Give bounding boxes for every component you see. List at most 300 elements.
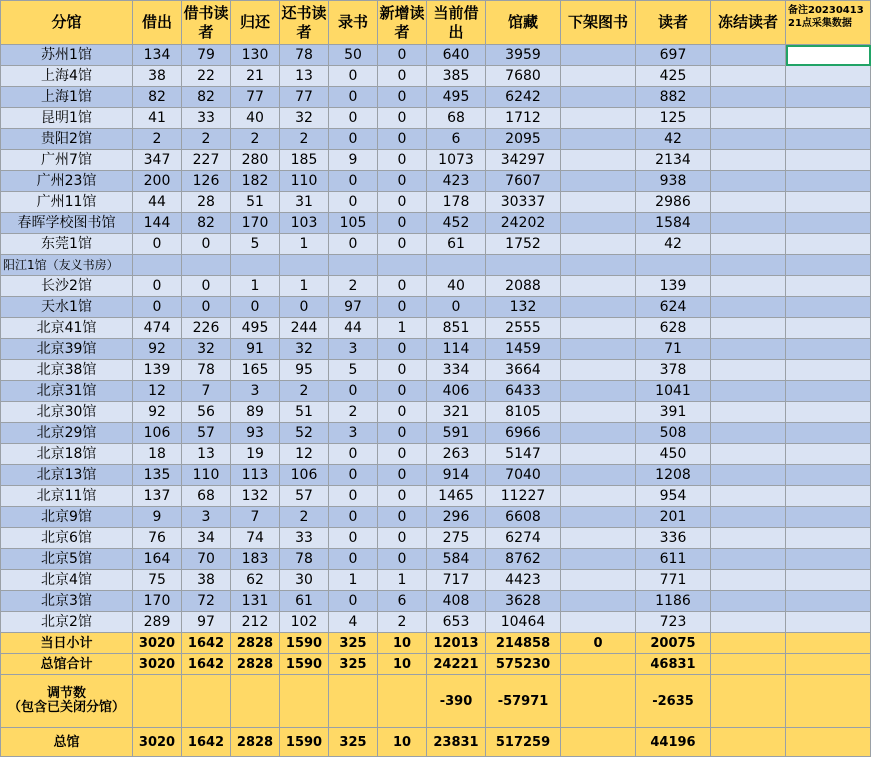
data-cell[interactable]: 139 bbox=[636, 276, 711, 297]
data-cell[interactable]: 2 bbox=[280, 507, 329, 528]
data-cell[interactable]: 51 bbox=[231, 192, 280, 213]
data-cell[interactable]: 92 bbox=[133, 402, 182, 423]
data-cell[interactable]: 914 bbox=[427, 465, 486, 486]
data-cell[interactable] bbox=[711, 108, 786, 129]
empty-cell[interactable] bbox=[786, 507, 871, 528]
data-cell[interactable]: 0 bbox=[378, 444, 427, 465]
data-cell[interactable]: 1752 bbox=[486, 234, 561, 255]
summary-value-cell[interactable]: 1642 bbox=[182, 728, 231, 757]
data-cell[interactable]: 0 bbox=[378, 45, 427, 66]
data-cell[interactable]: 56 bbox=[182, 402, 231, 423]
data-cell[interactable] bbox=[711, 465, 786, 486]
data-cell[interactable]: 170 bbox=[231, 213, 280, 234]
data-cell[interactable]: 38 bbox=[182, 570, 231, 591]
data-cell[interactable] bbox=[711, 171, 786, 192]
data-cell[interactable]: 2 bbox=[280, 381, 329, 402]
empty-cell[interactable] bbox=[786, 150, 871, 171]
summary-value-cell[interactable]: 24221 bbox=[427, 654, 486, 675]
data-cell[interactable] bbox=[561, 339, 636, 360]
data-cell[interactable] bbox=[711, 486, 786, 507]
empty-cell[interactable] bbox=[786, 654, 871, 675]
data-cell[interactable] bbox=[561, 570, 636, 591]
empty-cell[interactable] bbox=[786, 591, 871, 612]
data-cell[interactable]: 1 bbox=[280, 234, 329, 255]
data-cell[interactable]: 0 bbox=[378, 129, 427, 150]
empty-cell[interactable] bbox=[786, 66, 871, 87]
data-cell[interactable] bbox=[561, 213, 636, 234]
header-cell[interactable]: 分馆 bbox=[1, 1, 133, 45]
summary-value-cell[interactable] bbox=[280, 675, 329, 728]
data-cell[interactable]: 93 bbox=[231, 423, 280, 444]
data-cell[interactable]: 7 bbox=[231, 507, 280, 528]
data-cell[interactable]: 106 bbox=[133, 423, 182, 444]
data-cell[interactable]: 13 bbox=[182, 444, 231, 465]
summary-value-cell[interactable]: 1590 bbox=[280, 654, 329, 675]
data-cell[interactable]: 336 bbox=[636, 528, 711, 549]
data-cell[interactable]: 82 bbox=[182, 87, 231, 108]
data-cell[interactable]: 0 bbox=[378, 423, 427, 444]
summary-value-cell[interactable] bbox=[711, 654, 786, 675]
branch-name-cell[interactable]: 上海4馆 bbox=[1, 66, 133, 87]
empty-cell[interactable] bbox=[786, 675, 871, 728]
data-cell[interactable]: 1208 bbox=[636, 465, 711, 486]
data-cell[interactable]: 13 bbox=[280, 66, 329, 87]
branch-name-cell[interactable]: 北京38馆 bbox=[1, 360, 133, 381]
data-cell[interactable] bbox=[561, 318, 636, 339]
data-cell[interactable]: 640 bbox=[427, 45, 486, 66]
branch-name-cell[interactable]: 北京2馆 bbox=[1, 612, 133, 633]
header-cell[interactable]: 冻结读者 bbox=[711, 1, 786, 45]
data-cell[interactable]: 425 bbox=[636, 66, 711, 87]
summary-value-cell[interactable]: 2828 bbox=[231, 728, 280, 757]
data-cell[interactable]: 0 bbox=[378, 465, 427, 486]
branch-name-cell[interactable]: 广州11馆 bbox=[1, 192, 133, 213]
data-cell[interactable]: 110 bbox=[280, 171, 329, 192]
data-cell[interactable]: 144 bbox=[133, 213, 182, 234]
data-cell[interactable]: 78 bbox=[280, 45, 329, 66]
data-cell[interactable] bbox=[561, 402, 636, 423]
data-cell[interactable]: 33 bbox=[280, 528, 329, 549]
data-cell[interactable]: 51 bbox=[280, 402, 329, 423]
data-cell[interactable]: 0 bbox=[378, 213, 427, 234]
data-cell[interactable]: 495 bbox=[427, 87, 486, 108]
data-cell[interactable] bbox=[561, 507, 636, 528]
data-cell[interactable] bbox=[711, 612, 786, 633]
data-cell[interactable]: 110 bbox=[182, 465, 231, 486]
data-cell[interactable]: 30 bbox=[280, 570, 329, 591]
data-cell[interactable]: 132 bbox=[231, 486, 280, 507]
data-cell[interactable] bbox=[711, 234, 786, 255]
data-cell[interactable]: 0 bbox=[378, 297, 427, 318]
data-cell[interactable]: 50 bbox=[329, 45, 378, 66]
data-cell[interactable]: 10464 bbox=[486, 612, 561, 633]
data-cell[interactable]: 508 bbox=[636, 423, 711, 444]
branch-name-cell[interactable]: 贵阳2馆 bbox=[1, 129, 133, 150]
data-cell[interactable]: 2 bbox=[329, 402, 378, 423]
summary-value-cell[interactable]: 2828 bbox=[231, 633, 280, 654]
data-cell[interactable]: 70 bbox=[182, 549, 231, 570]
data-cell[interactable]: 6433 bbox=[486, 381, 561, 402]
data-cell[interactable] bbox=[711, 87, 786, 108]
summary-value-cell[interactable]: 0 bbox=[561, 633, 636, 654]
data-cell[interactable] bbox=[231, 255, 280, 276]
data-cell[interactable]: 3959 bbox=[486, 45, 561, 66]
header-cell[interactable]: 下架图书 bbox=[561, 1, 636, 45]
data-cell[interactable]: 182 bbox=[231, 171, 280, 192]
data-cell[interactable]: 2 bbox=[182, 129, 231, 150]
data-cell[interactable]: 0 bbox=[329, 507, 378, 528]
data-cell[interactable] bbox=[711, 549, 786, 570]
data-cell[interactable]: 882 bbox=[636, 87, 711, 108]
summary-value-cell[interactable]: 325 bbox=[329, 728, 378, 757]
summary-value-cell[interactable]: -2635 bbox=[636, 675, 711, 728]
data-cell[interactable]: 2986 bbox=[636, 192, 711, 213]
summary-value-cell[interactable] bbox=[711, 633, 786, 654]
data-cell[interactable] bbox=[561, 423, 636, 444]
empty-cell[interactable] bbox=[786, 444, 871, 465]
summary-value-cell[interactable] bbox=[561, 654, 636, 675]
data-cell[interactable] bbox=[133, 255, 182, 276]
summary-value-cell[interactable]: 3020 bbox=[133, 633, 182, 654]
data-cell[interactable]: 102 bbox=[280, 612, 329, 633]
empty-cell[interactable] bbox=[786, 360, 871, 381]
data-cell[interactable]: 44 bbox=[133, 192, 182, 213]
data-cell[interactable]: 2095 bbox=[486, 129, 561, 150]
data-cell[interactable] bbox=[561, 612, 636, 633]
data-cell[interactable]: 105 bbox=[329, 213, 378, 234]
branch-name-cell[interactable]: 阳江1馆（友义书房） bbox=[1, 255, 133, 276]
data-cell[interactable]: 2088 bbox=[486, 276, 561, 297]
data-cell[interactable] bbox=[329, 255, 378, 276]
data-cell[interactable] bbox=[711, 213, 786, 234]
data-cell[interactable]: 42 bbox=[636, 234, 711, 255]
data-cell[interactable]: 0 bbox=[231, 297, 280, 318]
data-cell[interactable]: 18 bbox=[133, 444, 182, 465]
data-cell[interactable] bbox=[711, 381, 786, 402]
data-cell[interactable]: 135 bbox=[133, 465, 182, 486]
data-cell[interactable] bbox=[561, 66, 636, 87]
empty-cell[interactable] bbox=[786, 423, 871, 444]
summary-value-cell[interactable] bbox=[329, 675, 378, 728]
data-cell[interactable]: 200 bbox=[133, 171, 182, 192]
branch-name-cell[interactable]: 广州7馆 bbox=[1, 150, 133, 171]
data-cell[interactable]: 7607 bbox=[486, 171, 561, 192]
summary-value-cell[interactable]: 2828 bbox=[231, 654, 280, 675]
data-cell[interactable]: 57 bbox=[182, 423, 231, 444]
data-cell[interactable]: 0 bbox=[378, 150, 427, 171]
data-cell[interactable]: 34 bbox=[182, 528, 231, 549]
data-cell[interactable]: 139 bbox=[133, 360, 182, 381]
data-cell[interactable]: 95 bbox=[280, 360, 329, 381]
data-cell[interactable]: 244 bbox=[280, 318, 329, 339]
branch-name-cell[interactable]: 北京9馆 bbox=[1, 507, 133, 528]
branch-name-cell[interactable]: 广州23馆 bbox=[1, 171, 133, 192]
data-cell[interactable]: 1 bbox=[378, 318, 427, 339]
data-cell[interactable]: 1712 bbox=[486, 108, 561, 129]
data-cell[interactable] bbox=[636, 255, 711, 276]
empty-cell[interactable] bbox=[786, 570, 871, 591]
data-cell[interactable]: 226 bbox=[182, 318, 231, 339]
data-cell[interactable] bbox=[561, 591, 636, 612]
data-cell[interactable]: 0 bbox=[378, 87, 427, 108]
data-cell[interactable]: 3 bbox=[231, 381, 280, 402]
data-cell[interactable] bbox=[427, 255, 486, 276]
data-cell[interactable]: 77 bbox=[280, 87, 329, 108]
data-cell[interactable]: 0 bbox=[133, 276, 182, 297]
data-cell[interactable]: 0 bbox=[329, 192, 378, 213]
data-cell[interactable]: 12 bbox=[133, 381, 182, 402]
data-cell[interactable]: 771 bbox=[636, 570, 711, 591]
data-cell[interactable] bbox=[711, 255, 786, 276]
branch-name-cell[interactable]: 天水1馆 bbox=[1, 297, 133, 318]
data-cell[interactable]: 0 bbox=[182, 234, 231, 255]
data-cell[interactable]: 495 bbox=[231, 318, 280, 339]
branch-name-cell[interactable]: 北京13馆 bbox=[1, 465, 133, 486]
data-cell[interactable]: 61 bbox=[427, 234, 486, 255]
data-cell[interactable]: 34297 bbox=[486, 150, 561, 171]
data-cell[interactable]: 0 bbox=[133, 297, 182, 318]
data-cell[interactable]: 0 bbox=[329, 129, 378, 150]
data-cell[interactable] bbox=[561, 276, 636, 297]
data-cell[interactable]: 227 bbox=[182, 150, 231, 171]
data-cell[interactable]: 0 bbox=[378, 528, 427, 549]
data-cell[interactable] bbox=[711, 45, 786, 66]
data-cell[interactable]: 591 bbox=[427, 423, 486, 444]
summary-value-cell[interactable] bbox=[133, 675, 182, 728]
data-cell[interactable]: 6 bbox=[427, 129, 486, 150]
data-cell[interactable]: 78 bbox=[280, 549, 329, 570]
data-cell[interactable]: 1041 bbox=[636, 381, 711, 402]
data-cell[interactable]: 97 bbox=[182, 612, 231, 633]
summary-value-cell[interactable]: 20075 bbox=[636, 633, 711, 654]
data-cell[interactable]: 6 bbox=[378, 591, 427, 612]
data-cell[interactable] bbox=[711, 360, 786, 381]
data-cell[interactable]: 106 bbox=[280, 465, 329, 486]
data-cell[interactable]: 125 bbox=[636, 108, 711, 129]
data-cell[interactable]: 275 bbox=[427, 528, 486, 549]
data-cell[interactable]: 2 bbox=[231, 129, 280, 150]
data-cell[interactable]: 717 bbox=[427, 570, 486, 591]
data-cell[interactable]: 41 bbox=[133, 108, 182, 129]
summary-value-cell[interactable] bbox=[561, 728, 636, 757]
data-cell[interactable]: 0 bbox=[329, 234, 378, 255]
empty-cell[interactable] bbox=[786, 129, 871, 150]
data-cell[interactable]: 114 bbox=[427, 339, 486, 360]
branch-name-cell[interactable]: 春晖学校图书馆 bbox=[1, 213, 133, 234]
empty-cell[interactable] bbox=[786, 381, 871, 402]
data-cell[interactable] bbox=[561, 255, 636, 276]
data-cell[interactable]: 113 bbox=[231, 465, 280, 486]
data-cell[interactable] bbox=[711, 402, 786, 423]
summary-label-cell[interactable]: 总馆合计 bbox=[1, 654, 133, 675]
data-cell[interactable]: 33 bbox=[182, 108, 231, 129]
branch-name-cell[interactable]: 北京11馆 bbox=[1, 486, 133, 507]
data-cell[interactable]: 12 bbox=[280, 444, 329, 465]
data-cell[interactable]: 74 bbox=[231, 528, 280, 549]
branch-name-cell[interactable]: 北京18馆 bbox=[1, 444, 133, 465]
data-cell[interactable]: 131 bbox=[231, 591, 280, 612]
data-cell[interactable]: 0 bbox=[329, 591, 378, 612]
branch-name-cell[interactable]: 北京5馆 bbox=[1, 549, 133, 570]
empty-cell[interactable] bbox=[786, 87, 871, 108]
data-cell[interactable]: 61 bbox=[280, 591, 329, 612]
data-cell[interactable]: 57 bbox=[280, 486, 329, 507]
data-cell[interactable]: 9 bbox=[329, 150, 378, 171]
data-cell[interactable]: 62 bbox=[231, 570, 280, 591]
data-cell[interactable]: 32 bbox=[280, 108, 329, 129]
summary-value-cell[interactable]: 325 bbox=[329, 633, 378, 654]
data-cell[interactable]: 178 bbox=[427, 192, 486, 213]
data-cell[interactable]: 2 bbox=[329, 276, 378, 297]
data-cell[interactable] bbox=[711, 528, 786, 549]
data-cell[interactable]: 1 bbox=[329, 570, 378, 591]
data-cell[interactable]: 5147 bbox=[486, 444, 561, 465]
data-cell[interactable]: 3 bbox=[182, 507, 231, 528]
data-cell[interactable]: 0 bbox=[378, 381, 427, 402]
data-cell[interactable] bbox=[711, 318, 786, 339]
data-cell[interactable]: 0 bbox=[329, 444, 378, 465]
summary-value-cell[interactable]: 3020 bbox=[133, 728, 182, 757]
data-cell[interactable] bbox=[711, 339, 786, 360]
branch-name-cell[interactable]: 北京3馆 bbox=[1, 591, 133, 612]
data-cell[interactable]: 3 bbox=[329, 339, 378, 360]
data-cell[interactable]: 78 bbox=[182, 360, 231, 381]
data-cell[interactable]: 624 bbox=[636, 297, 711, 318]
data-cell[interactable] bbox=[561, 297, 636, 318]
data-cell[interactable]: 24202 bbox=[486, 213, 561, 234]
data-cell[interactable]: 22 bbox=[182, 66, 231, 87]
header-cell[interactable]: 借书读者 bbox=[182, 1, 231, 45]
empty-cell[interactable] bbox=[786, 213, 871, 234]
data-cell[interactable]: 0 bbox=[329, 528, 378, 549]
data-cell[interactable]: 0 bbox=[378, 507, 427, 528]
data-cell[interactable]: 0 bbox=[329, 87, 378, 108]
data-cell[interactable]: 38 bbox=[133, 66, 182, 87]
data-cell[interactable] bbox=[561, 528, 636, 549]
data-cell[interactable]: 450 bbox=[636, 444, 711, 465]
data-cell[interactable]: 2134 bbox=[636, 150, 711, 171]
data-cell[interactable]: 653 bbox=[427, 612, 486, 633]
data-cell[interactable]: 723 bbox=[636, 612, 711, 633]
summary-value-cell[interactable]: 46831 bbox=[636, 654, 711, 675]
branch-name-cell[interactable]: 北京30馆 bbox=[1, 402, 133, 423]
data-cell[interactable]: 474 bbox=[133, 318, 182, 339]
data-cell[interactable] bbox=[711, 276, 786, 297]
data-cell[interactable]: 9 bbox=[133, 507, 182, 528]
summary-value-cell[interactable]: 517259 bbox=[486, 728, 561, 757]
data-cell[interactable]: 0 bbox=[378, 486, 427, 507]
empty-cell[interactable] bbox=[786, 255, 871, 276]
summary-value-cell[interactable]: 10 bbox=[378, 633, 427, 654]
data-cell[interactable]: 3628 bbox=[486, 591, 561, 612]
data-cell[interactable]: 40 bbox=[427, 276, 486, 297]
data-cell[interactable]: 201 bbox=[636, 507, 711, 528]
data-cell[interactable] bbox=[486, 255, 561, 276]
data-cell[interactable]: 92 bbox=[133, 339, 182, 360]
data-cell[interactable] bbox=[561, 444, 636, 465]
summary-value-cell[interactable]: -57971 bbox=[486, 675, 561, 728]
data-cell[interactable]: 185 bbox=[280, 150, 329, 171]
data-cell[interactable] bbox=[561, 486, 636, 507]
branch-name-cell[interactable]: 东莞1馆 bbox=[1, 234, 133, 255]
data-cell[interactable] bbox=[378, 255, 427, 276]
data-cell[interactable]: 5 bbox=[231, 234, 280, 255]
empty-cell[interactable] bbox=[786, 276, 871, 297]
data-cell[interactable]: 0 bbox=[182, 297, 231, 318]
branch-name-cell[interactable]: 苏州1馆 bbox=[1, 45, 133, 66]
data-cell[interactable]: 3 bbox=[329, 423, 378, 444]
data-cell[interactable]: 0 bbox=[378, 108, 427, 129]
data-cell[interactable]: 452 bbox=[427, 213, 486, 234]
data-cell[interactable]: 28 bbox=[182, 192, 231, 213]
data-cell[interactable]: 296 bbox=[427, 507, 486, 528]
data-cell[interactable]: 44 bbox=[329, 318, 378, 339]
data-cell[interactable]: 6966 bbox=[486, 423, 561, 444]
data-cell[interactable] bbox=[561, 192, 636, 213]
data-cell[interactable]: 71 bbox=[636, 339, 711, 360]
data-cell[interactable] bbox=[561, 87, 636, 108]
data-cell[interactable] bbox=[561, 381, 636, 402]
data-cell[interactable]: 52 bbox=[280, 423, 329, 444]
data-cell[interactable]: 7040 bbox=[486, 465, 561, 486]
data-cell[interactable]: 334 bbox=[427, 360, 486, 381]
data-cell[interactable] bbox=[711, 66, 786, 87]
data-cell[interactable]: 0 bbox=[329, 108, 378, 129]
header-cell[interactable]: 录书 bbox=[329, 1, 378, 45]
data-cell[interactable]: 137 bbox=[133, 486, 182, 507]
empty-cell[interactable] bbox=[786, 234, 871, 255]
empty-cell[interactable] bbox=[786, 486, 871, 507]
data-cell[interactable] bbox=[561, 150, 636, 171]
empty-cell[interactable] bbox=[786, 339, 871, 360]
data-cell[interactable]: 0 bbox=[378, 192, 427, 213]
summary-value-cell[interactable]: 1642 bbox=[182, 633, 231, 654]
summary-value-cell[interactable]: 44196 bbox=[636, 728, 711, 757]
data-cell[interactable]: 4 bbox=[329, 612, 378, 633]
data-cell[interactable]: 165 bbox=[231, 360, 280, 381]
summary-value-cell[interactable]: 214858 bbox=[486, 633, 561, 654]
data-cell[interactable]: 385 bbox=[427, 66, 486, 87]
summary-label-cell[interactable]: 当日小计 bbox=[1, 633, 133, 654]
data-cell[interactable]: 347 bbox=[133, 150, 182, 171]
data-cell[interactable]: 1 bbox=[280, 276, 329, 297]
summary-value-cell[interactable]: 1590 bbox=[280, 633, 329, 654]
summary-value-cell[interactable]: 10 bbox=[378, 728, 427, 757]
data-cell[interactable] bbox=[280, 255, 329, 276]
data-cell[interactable]: 75 bbox=[133, 570, 182, 591]
empty-cell[interactable] bbox=[786, 171, 871, 192]
data-cell[interactable] bbox=[561, 171, 636, 192]
data-cell[interactable]: 611 bbox=[636, 549, 711, 570]
empty-cell[interactable] bbox=[786, 528, 871, 549]
data-cell[interactable]: 0 bbox=[378, 360, 427, 381]
data-cell[interactable]: 938 bbox=[636, 171, 711, 192]
data-cell[interactable] bbox=[561, 129, 636, 150]
data-cell[interactable]: 31 bbox=[280, 192, 329, 213]
header-cell[interactable]: 读者 bbox=[636, 1, 711, 45]
data-cell[interactable]: 82 bbox=[182, 213, 231, 234]
branch-name-cell[interactable]: 北京41馆 bbox=[1, 318, 133, 339]
data-cell[interactable]: 1584 bbox=[636, 213, 711, 234]
data-cell[interactable]: 126 bbox=[182, 171, 231, 192]
summary-value-cell[interactable]: 575230 bbox=[486, 654, 561, 675]
data-cell[interactable]: 8762 bbox=[486, 549, 561, 570]
data-cell[interactable]: 263 bbox=[427, 444, 486, 465]
data-cell[interactable]: 170 bbox=[133, 591, 182, 612]
data-cell[interactable]: 584 bbox=[427, 549, 486, 570]
data-cell[interactable]: 0 bbox=[378, 66, 427, 87]
data-cell[interactable]: 0 bbox=[378, 402, 427, 423]
